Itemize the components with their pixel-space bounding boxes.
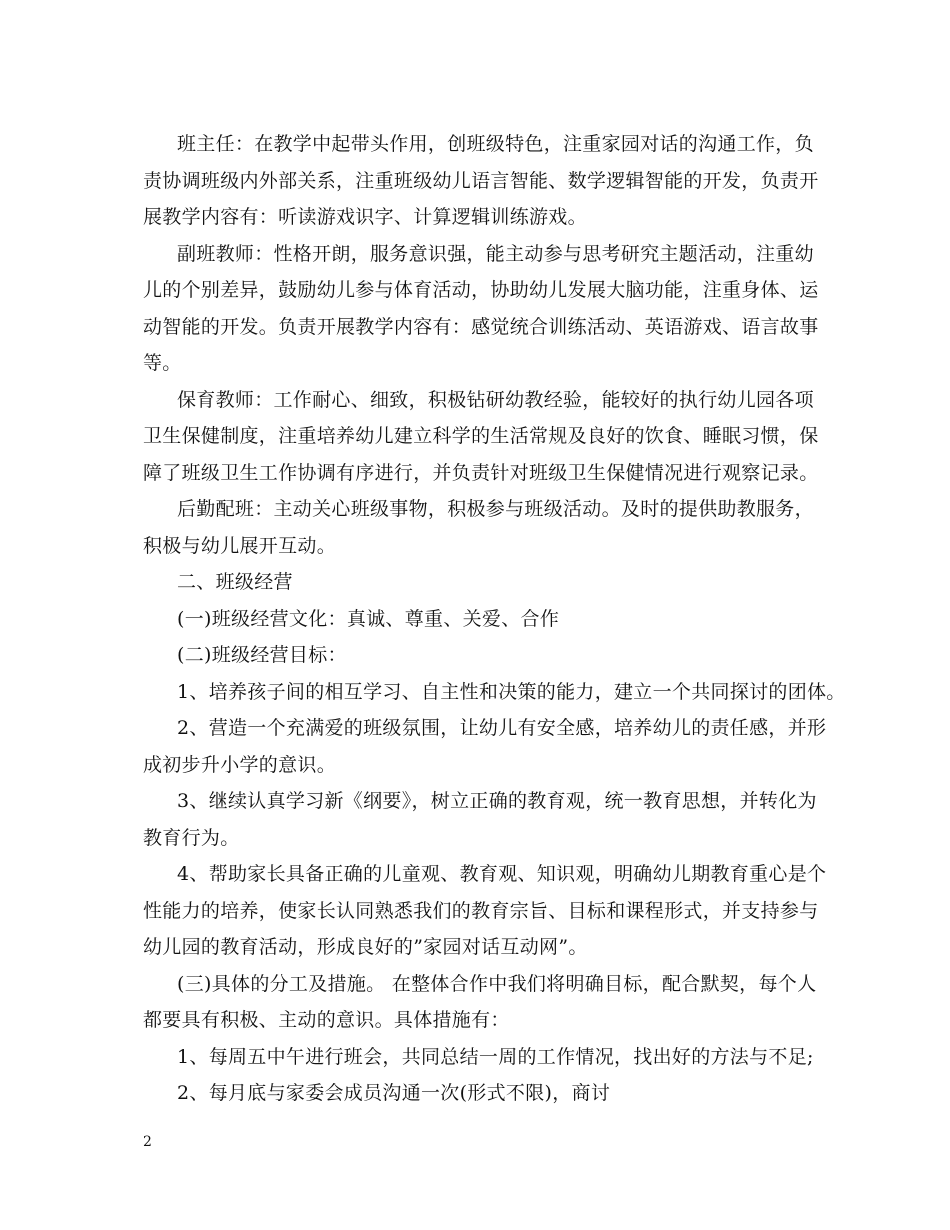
paragraph-line: 动智能的开发。负责开展教学内容有：感觉统合训练活动、英语游戏、语言故事: [143, 315, 819, 338]
list-item: 2、每月底与家委会成员沟通一次(形式不限)，商讨: [177, 1082, 611, 1104]
list-item: 4、帮助家长具备正确的儿童观、教育观、知识观，明确幼儿期教育重心是个: [177, 863, 827, 885]
paragraph-line: 班主任：在教学中起带头作用，创班级特色，注重家园对话的沟通工作，负: [177, 133, 814, 155]
list-item: 1、培养孩子间的相互学习、自主性和决策的能力，建立一个共同探讨的团体。: [177, 680, 846, 703]
paragraph-line: 卫生保健制度，注重培养幼儿建立科学的生活常规及良好的饮食、睡眠习惯，保: [143, 425, 819, 447]
list-item: 3、继续认真学习新《纲要》，树立正确的教育观，统一教育思想，并转化为: [177, 790, 817, 812]
list-item-continuation: 幼儿园的教育活动，形成良好的”家园对话互动网”。: [143, 936, 588, 958]
subsection-heading: (三)具体的分工及措施。 在整体合作中我们将明确目标，配合默契，每个人: [177, 972, 817, 995]
subsection-heading: (一)班级经营文化：真诚、尊重、关爱、合作: [177, 607, 560, 630]
page-number: 2: [143, 1134, 152, 1150]
section-heading: 二、班级经营: [177, 571, 293, 593]
paragraph-line: 儿的个别差异，鼓励幼儿参与体育活动，协助幼儿发展大脑功能，注重身体、运: [143, 279, 819, 301]
list-item-continuation: 成初步升小学的意识。: [143, 753, 337, 776]
list-item: 2、营造一个充满爱的班级氛围，让幼儿有安全感，培养幼儿的责任感，并形: [177, 717, 827, 739]
list-item-continuation: 性能力的培养，使家长认同熟悉我们的教育宗旨、目标和课程形式，并支持参与: [143, 899, 819, 922]
paragraph-line: 等。: [143, 352, 182, 374]
paragraph-line: 保育教师：工作耐心、细致，积极钻研幼教经验，能较好的执行幼儿园各项: [177, 388, 814, 411]
document-body: [143, 126, 846, 1112]
paragraph-line: 障了班级卫生工作协调有序进行，并负责针对班级卫生保健情况进行观察记录。: [143, 461, 819, 484]
paragraph-line: 副班教师：性格开朗，服务意识强，能主动参与思考研究主题活动，注重幼: [177, 242, 814, 265]
paragraph-line: 都要具有积极、主动的意识。具体措施有：: [143, 1009, 510, 1031]
list-item-continuation: 教育行为。: [143, 826, 240, 849]
paragraph-line: 展教学内容有：听读游戏识字、计算逻辑训练游戏。: [143, 206, 587, 228]
paragraph-line: 积极与幼儿展开互动。: [143, 534, 337, 557]
paragraph-line: 后勤配班：主动关心班级事物，积极参与班级活动。及时的提供助教服务，: [177, 498, 814, 520]
paragraph-line: 责协调班级内外部关系，注重班级幼儿语言智能、数学逻辑智能的开发，负责开: [143, 169, 819, 192]
list-item: 1、每周五中午进行班会，共同总结一周的工作情况，找出好的方法与不足;: [177, 1045, 814, 1068]
subsection-heading: (二)班级经营目标：: [177, 644, 347, 666]
